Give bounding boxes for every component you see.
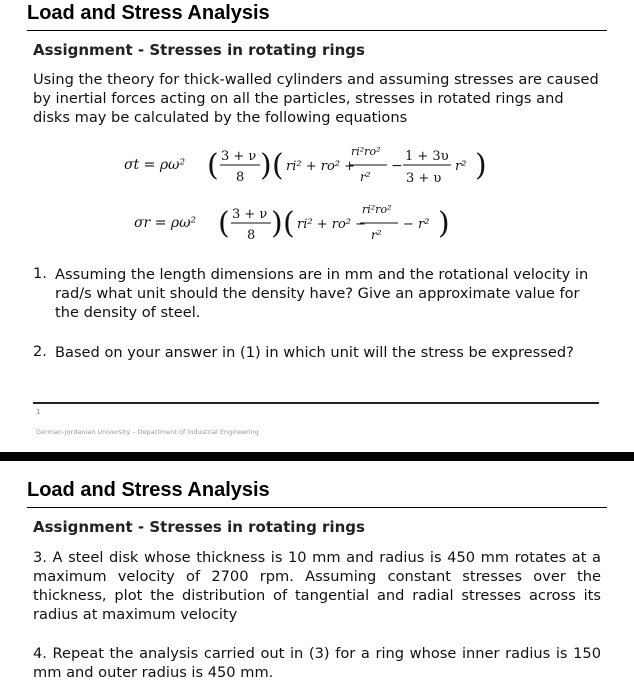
- eq2-frac2-num: ri²ro²: [362, 203, 392, 216]
- eq2-frac1-den: 8: [247, 228, 256, 243]
- eq1-lhs: σt = ρω²: [124, 157, 186, 173]
- eq1-frac2-num: ri²ro²: [351, 145, 381, 158]
- eq1-term1: ri² + ro² +: [286, 159, 356, 174]
- question-3-text: 3. A steel disk whose thickness is 10 mm and radius is 450 mm rotates at a maximum velocity of 2700 rpm. Assuming constant stresses over the thickness, plot the distribution of tangential and radial stresses across its radius at maximum velocity: [33, 549, 601, 623]
- eq2-paren-open-1: (: [218, 206, 230, 241]
- slide-2-subtitle: Assignment - Stresses in rotating rings: [33, 518, 365, 536]
- page-number: 1: [36, 408, 41, 416]
- question-4-text: 4. Repeat the analysis carried out in (3) for a ring whose inner radius is 150 mm and outer radius is 450 mm.: [33, 645, 601, 681]
- title-rule-2: [27, 507, 607, 508]
- question-2-text: Based on your answer in (1) in which unit will the stress be expressed?: [55, 344, 574, 361]
- tangential-stress-equation: [0, 138, 634, 192]
- slide-divider: [0, 452, 634, 461]
- radial-stress-equation: [0, 196, 634, 248]
- eq1-frac1-den: 8: [236, 170, 245, 185]
- eq2-frac1-num: 3 + ν: [232, 207, 268, 222]
- eq1-frac1-num: 3 + ν: [221, 149, 257, 164]
- slide-2: [0, 461, 634, 700]
- eq1-paren-close-1: ): [260, 148, 272, 183]
- eq1-paren-open-2: (: [272, 148, 284, 183]
- eq2-paren-open-2: (: [283, 206, 295, 241]
- title-rule: [27, 30, 607, 31]
- eq2-term1: ri² + ro² −: [297, 217, 367, 232]
- eq2-lhs: σr = ρω²: [134, 215, 197, 231]
- question-1-text: Assuming the length dimensions are in mm and the rotational velocity in rad/s what unit should the density have? Give an approximate value for the density of steel.: [55, 266, 589, 321]
- eq1-frac3-den: 3 + υ: [406, 171, 442, 186]
- eq2-paren-close-2: ): [438, 206, 450, 241]
- question-1-number: 1.: [33, 265, 47, 282]
- question-2-number: 2.: [33, 343, 47, 360]
- footer-text: German-Jordanian University – Department of Industrial Engineering: [36, 428, 259, 436]
- eq1-paren-open-1: (: [207, 148, 219, 183]
- slide-1-title: Load and Stress Analysis: [27, 2, 270, 24]
- slide-2-title: Load and Stress Analysis: [27, 479, 270, 501]
- eq1-frac3-num: 1 + 3υ: [405, 149, 449, 164]
- footer-rule: [33, 402, 599, 404]
- slide-1-subtitle: Assignment - Stresses in rotating rings: [33, 41, 365, 59]
- eq2-paren-close-1: ): [271, 206, 283, 241]
- eq1-minus: −: [391, 158, 403, 174]
- eq1-tail: r²: [455, 159, 467, 174]
- intro-paragraph: Using the theory for thick-walled cylinders and assuming stresses are caused by inertial forces acting on all the particles, stresses in rotated rings and disks may be calculated by the following equations: [33, 71, 599, 126]
- eq2-frac2-den: r²: [371, 228, 382, 242]
- eq2-tail: − r²: [403, 217, 430, 232]
- eq1-frac2-den: r²: [360, 170, 371, 184]
- eq1-paren-close-2: ): [475, 148, 487, 183]
